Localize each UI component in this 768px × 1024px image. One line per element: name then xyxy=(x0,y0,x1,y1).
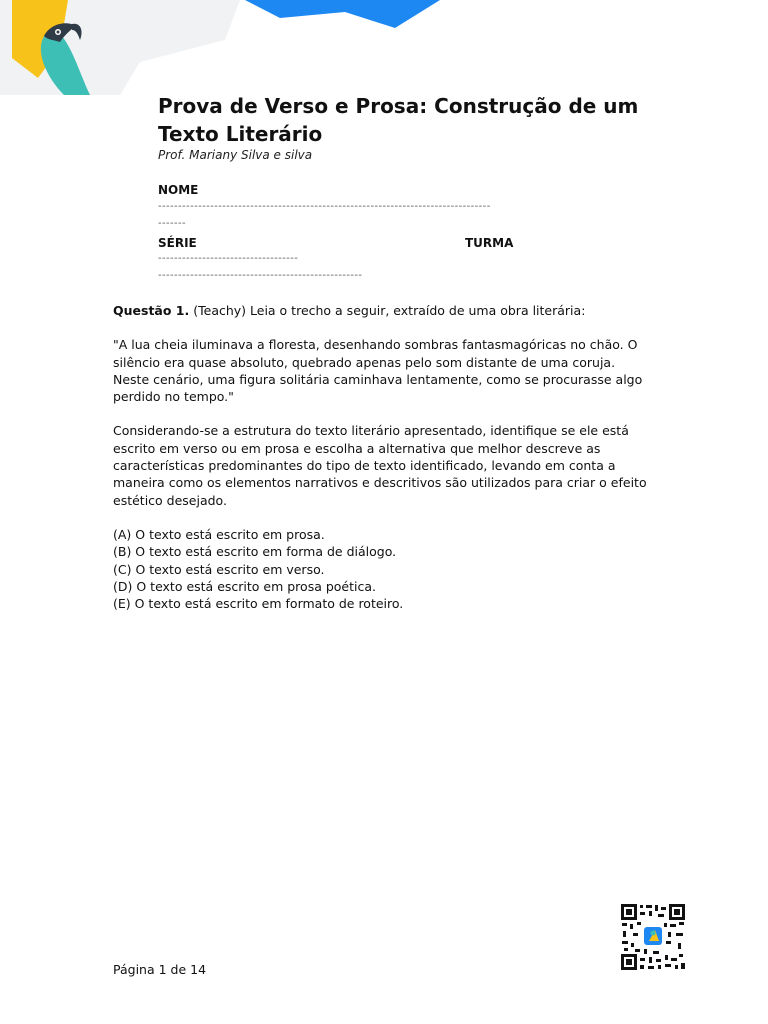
serie-label: SÉRIE xyxy=(158,236,197,250)
question-prompt: Considerando-se a estrutura do texto literário apresentado, identifique se ele está escrito em verso ou em prosa e escolha a alternativa que melhor descreve as características predominantes do tipo de texto identificado, levando em conta a maneira como os elementos narrativos e descritivos são utilizados para criar o efeito estético desejado. xyxy=(113,423,647,508)
header-decoration xyxy=(0,0,768,100)
question-block xyxy=(113,302,653,612)
option-d[interactable]: (D) O texto está escrito em prosa poética. xyxy=(113,578,376,594)
blue-banner-shape xyxy=(245,0,440,28)
question-intro: (Teachy) Leia o trecho a seguir, extraído de uma obra literária: xyxy=(193,303,586,318)
question-number: Questão 1. xyxy=(113,303,190,318)
answer-options xyxy=(113,526,653,612)
qr-code-icon xyxy=(620,903,686,971)
turma-line[interactable]: --------------------------------------------------- xyxy=(158,270,363,281)
page-number: Página 1 de 14 xyxy=(113,962,207,977)
name-line-continuation: ------- xyxy=(158,218,187,229)
option-e[interactable]: (E) O texto está escrito em formato de roteiro. xyxy=(113,596,404,612)
name-label: NOME xyxy=(158,183,199,197)
option-b[interactable]: (B) O texto está escrito em forma de diálogo. xyxy=(113,544,397,560)
teacher-name: Prof. Mariany Silva e silva xyxy=(158,148,313,162)
option-c[interactable]: (C) O texto está escrito em verso. xyxy=(113,561,325,577)
serie-line[interactable]: ----------------------------------- xyxy=(158,253,299,264)
question-excerpt: "A lua cheia iluminava a floresta, desenhando sombras fantasmagóricas no chão. O silêncio era quase absoluto, quebrado apenas pelo som distante de uma coruja. Neste cenário, uma figura solitária caminhava lentamente, como se procurasse algo perdido no tempo." xyxy=(113,337,643,405)
option-a[interactable]: (A) O texto está escrito em prosa. xyxy=(113,526,325,542)
name-line[interactable]: ----------------------------------------------------------------------------------- xyxy=(158,201,491,212)
turma-label: TURMA xyxy=(465,236,514,250)
page-title: Prova de Verso e Prosa: Construção de um Texto Literário xyxy=(158,94,639,146)
question-header xyxy=(113,302,653,319)
